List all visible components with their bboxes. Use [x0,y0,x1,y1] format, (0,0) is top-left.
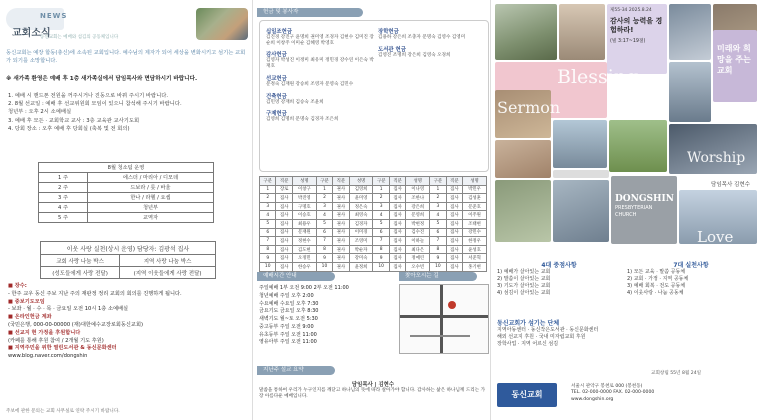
verse-card [607,4,667,74]
roster-cell: 4 [373,211,389,220]
table-row [260,228,487,237]
roster-cell: 4 [316,211,332,220]
sermon-head: 담임목사 | 김현수 [351,382,395,388]
roster-cell: 김성훈 [463,194,487,203]
middle-panel [252,0,491,420]
blessing-word: Blessing [557,66,639,88]
roster-cell: 집사 [446,228,462,237]
roster-cell: 박현정 [406,219,430,228]
roster-cell: 7 [430,237,446,246]
serve-item: 해외 선교지 후원 · 국내 미자립교회 후원 [497,334,586,340]
roster-cell: 문준호 [463,202,487,211]
roster-cell: 1 [373,185,389,194]
roster-cell: 7 [316,237,332,246]
church-name-card [611,176,677,244]
slogan-card [713,30,757,102]
kids-photo [559,4,605,60]
roster-cell: 집사 [276,194,292,203]
roster-cell: 3 [430,202,446,211]
roster-cell: 5 [373,219,389,228]
roster-cell: 조태현 [463,219,487,228]
roster-cell: 이나영 [406,185,430,194]
roster-cell: 집사 [276,254,292,263]
notice-list [8,92,248,133]
notice-item: 1. 예배 시 핸드폰 전원을 꺼주시거나 진동으로 바꿔 주시기 바랍니다. [8,93,169,99]
roster-cell: 8 [373,245,389,254]
roster-cell: 5 [260,219,276,228]
plan-item: 3) 예배 회복 · 전도 공동체 [627,283,686,289]
table-row: 2 주 드보라 / 룻 / 바울 [39,183,214,193]
plan-head: 7대 실천사항 [673,262,709,269]
roster-cell: 집사 [446,245,462,254]
church-photo [553,120,607,168]
offering-right-col [378,27,488,58]
table-row: 4 주 청년부 [39,203,214,213]
roster-cell: 김영희 [349,185,373,194]
roster-cell: 2 [260,194,276,203]
roster-cell: 8 [260,245,276,254]
roster-header: 직분 [446,177,462,186]
roster-header: 직분 [333,177,349,186]
location-pin-icon [448,301,456,309]
staff-bar: 헌금 및 봉사자 [257,8,363,17]
congregation-photo [495,4,557,60]
table-row [260,219,487,228]
roster-cell: 권사 [333,254,349,263]
roster-cell: 김수진 [406,228,430,237]
roster-cell: 장로 [276,185,292,194]
roster-cell: 박순자 [349,245,373,254]
note-item: ■ 선교지 현 가정을 후원합니다 (카페를 통해 후원 참여 / 2개월 기도 후원) [8,329,104,344]
local-share-box: 지역 사랑 나눔 박스 [120,255,216,267]
roster-cell: 1 [316,185,332,194]
roster-cell: 2 [373,194,389,203]
roster-cell: 집사 [446,194,462,203]
offering-box [259,20,489,172]
address-text: 서울시 관악구 봉천로 000 (봉천동) [571,384,643,389]
notice-item: 4. 당회 장소 : 오후 예배 후 당회실 (축복 및 전 회의) [8,125,130,132]
verse-reference: (빌 3:17~19절) [610,39,646,45]
roster-cell: 집사 [446,262,462,271]
serve-block [497,318,755,348]
note-item: ■ 장수: - 한주 교우 동신 주보 지난 주의 재판정 정리 교회의 회의를 진행하게 됩니다. [8,283,182,297]
slogan-text: 미래와 희망을 주는 교회 [717,44,751,75]
roster-cell: 집사 [276,219,292,228]
roster-cell: 집사 [389,185,405,194]
roster-cell: 6 [260,228,276,237]
vision-block [497,260,621,297]
roster-cell: 집사 [276,202,292,211]
roster-cell: 1 [430,185,446,194]
roster-cell: 집사 [389,202,405,211]
roster-cell: 권사 [333,245,349,254]
roster-cell: 9 [316,254,332,263]
roster-cell: 이주원 [463,211,487,220]
roster-cell: 집사 [389,254,405,263]
serve-item: 지역아동센터 · 동신작은도서관 · 동신문화센터 [497,327,599,333]
vision-head: 4대 중점사항 [541,262,577,269]
offering-group: 도서관 헌금 김영진 조명희 강은희 김영숙 오경희 [378,46,451,58]
roster-cell: 문영희 [406,211,430,220]
church-logo: 동신교회 [497,383,557,407]
roster-cell: 박민우 [463,185,487,194]
worship-word: Worship [687,150,746,166]
notice-item: 3. 예배 후 모든 · 교회학교 교사 : 3층 교육관 교사기도회 [8,117,140,124]
roster-cell: 3 [373,202,389,211]
roster-cell: 9 [260,254,276,263]
roster-cell: 최용우 [292,219,316,228]
roster-cell: 6 [430,228,446,237]
roster-table [259,176,487,272]
roster-cell: 2 [430,194,446,203]
roster-cell: 10 [430,262,446,271]
sermon-text: 말씀을 통하여 우리가 누구인지를 깨닫고 하나님의 뜻에 따라 살아가야 합니다. 감사하는 삶은 하나님께 드리는 가장 아름다운 예배입니다. [259,388,486,400]
table-row [260,211,487,220]
roster-cell: 집사 [446,219,462,228]
roster-cell: 10 [260,262,276,271]
verse-title: 감사의 능력을 경험하라! [610,17,663,35]
church-name-en-2: PRESBYTERIAN [615,205,653,211]
concert-photo [495,140,551,178]
phone-text: TEL. 02-000-0000 FAX. 02-000-0000 [571,390,655,396]
roster-cell: 9 [373,254,389,263]
roster-cell: 6 [373,228,389,237]
roster-cell: 최영숙 [349,211,373,220]
offering-group: 장학헌금 김용하 강은희 조충자 문명숙 김영수 김영미 [378,29,466,40]
vision-item: 1) 예배가 살아있는 교회 [497,269,551,275]
roster-cell: 집사 [389,219,405,228]
roster-header: 성명 [292,177,316,186]
roster-cell: 집사 [446,185,462,194]
offering-group: 십일조헌금 김진경 강진구 윤명희 권미영 조경자 김현수 김미진 장순희 이창주 이미순 김혜영 박영호 [266,29,374,46]
service-line: 유초등부 주일 오전 11:00 [259,331,317,338]
roster-cell: 권사 [333,262,349,271]
roster-cell: 6 [316,228,332,237]
roster-cell: 오정민 [292,254,316,263]
roster-cell: 2 [316,194,332,203]
roster-cell: 오수빈 [406,262,430,271]
service-line: 청년예배 주일 오후 2:00 [259,292,314,299]
roster-cell: 강은희 [406,202,430,211]
church-share-box: 교회 사랑 나눔 박스 [41,255,120,267]
roster-cell: 권사 [333,185,349,194]
roster-cell: 박진영 [292,194,316,203]
service-line: 중고등부 주일 오전 9:00 [259,323,314,330]
strip-photo [553,170,609,178]
plan-block [627,260,755,297]
roster-cell: 3 [316,202,332,211]
roster-cell: 집사 [276,237,292,246]
service-line: 주일예배 1부 오전 9:00 2부 오전 11:00 [259,285,349,291]
roster-cell: 10 [316,262,332,271]
cleanup-table [38,162,214,223]
pastor-photo [669,124,757,174]
page-subtitle: 동신교회는 예배와 섬김의 공동체입니다 [40,35,119,40]
roster-cell: 강민수 [463,228,487,237]
service-line: 새벽기도 월~토 오전 5:30 [259,316,318,322]
table-row [260,237,487,246]
gathering-photo [553,180,609,242]
roster-cell: 조영미 [349,237,373,246]
roster-cell: 김경자 [349,219,373,228]
pastor-name: 담임목사 김현수 [711,182,750,188]
left-footer: 주보에 관한 문의는 교회 사무실로 연락 주시기 바랍니다. [6,409,120,414]
roster-header: 구분 [430,177,446,186]
table-row [260,194,487,203]
location-map [399,284,489,354]
page-title: 교회소식 [12,28,51,39]
sermon-summary [259,380,487,400]
offering-group: 건축헌금 김민영 강재희 김승숙 조윤희 [266,93,324,105]
roster-header: 성명 [463,177,487,186]
roster-cell: 최다은 [406,245,430,254]
roster-header: 구분 [260,177,276,186]
outdoor-photo [669,62,711,122]
offering-group: 선교헌금 문정숙 김재원 강승희 조영자 문영숙 김민수 [266,75,354,87]
roster-cell: 5 [430,219,446,228]
sports-photo [609,120,667,172]
notice-item: 청년부 : 오후 2시 소예배실 [8,109,72,116]
roster-cell: 집사 [276,228,292,237]
roster-cell: 홍기현 [463,262,487,271]
roster-cell: 집사 [446,254,462,263]
news-photo [196,8,248,40]
share-box-table: 이웃 사랑 실천(상시 운영) 담당자: 김광석 집사 교회 사랑 나눔 박스 지역 사랑 나눔 박스 (성도들에게 사랑 전달) (지역 이웃들에게 사랑 전달) [40,241,216,279]
serve-head: 동신교회가 섬기는 단체 [497,320,560,327]
roster-cell: 서준혁 [463,254,487,263]
cleanup-title: 8월 청소팀 운영 [39,163,214,173]
roster-cell: 4 [260,211,276,220]
roster-cell: 집사 [389,262,405,271]
roster-cell: 집사 [446,202,462,211]
newcomer-notice: ※ 새가족 환영은 예배 후 1층 새가족실에서 담임목사와 면담하시기 바랍니다. [6,76,198,82]
roster-cell: 집사 [389,228,405,237]
roster-header: 직분 [389,177,405,186]
table-row: 5 주 교역자 [39,213,214,223]
offering-left-col [266,27,376,123]
bulletin-number: 교회창립 55년 8월 24일 [651,371,702,376]
sermon-word: Sermon [497,98,561,117]
roster-header: 구분 [316,177,332,186]
roster-cell: 이승호 [292,211,316,220]
roster-cell: 권사 [333,228,349,237]
roster-cell: 강미숙 [349,254,373,263]
roster-cell: 1 [260,185,276,194]
roster-cell: 집사 [446,211,462,220]
roster-cell: 집사 [389,245,405,254]
roster-cell: 집사 [446,237,462,246]
offering-group: 감사헌금 김영자 박성진 이정미 최유미 정민경 강수연 이은숙 박재호 [266,52,374,70]
roster-cell: 문재원 [292,228,316,237]
roster-cell: 구명호 [292,202,316,211]
plan-item: 2) 교회 · 가정 · 지역 공동체 [627,276,689,282]
plan-item: 1) 모든 교육 · 말씀 공동체 [627,269,686,275]
roster-cell: 9 [430,254,446,263]
roster-cell: 권사 [333,211,349,220]
roster-cell: 10 [373,262,389,271]
church-name-en: DONGSHIN [615,194,674,204]
roster-header: 성명 [349,177,373,186]
roster-cell: 집사 [276,245,292,254]
table-row: 1 주 에스더 / 마리아 / 디모데 [39,173,214,183]
table-row [260,202,487,211]
left-panel [0,0,252,420]
roster-cell: 5 [316,219,332,228]
bottom-notes [8,283,248,361]
church-name-en-3: CHURCH [615,212,637,218]
roster-header: 직분 [276,177,292,186]
issue-number: 제55-34 2025.8.24 [610,8,652,13]
map-bar: 찾아오시는 길 [399,272,477,281]
roster-cell: 김도현 [292,245,316,254]
roster-cell: 조한나 [406,194,430,203]
website-link[interactable]: www.dongshin.org [571,396,614,402]
roster-cell: 4 [430,211,446,220]
roster-cell: 집사 [389,194,405,203]
event-photo [495,180,551,242]
table-row: 3 주 한나 / 라헬 / 요셉 [39,193,214,203]
roster-cell: 권사 [333,202,349,211]
table-row [260,185,487,194]
note-item: ■ 온라인헌금 계좌 (국민은행, 000-00-00000 (재)대한예수교장로회동신교회) [8,314,143,328]
news-label: NEWS [40,12,68,20]
vision-item: 3) 기도가 살아있는 교회 [497,283,551,289]
share-title: 이웃 사랑 실천(상시 운영) 담당자: 김광석 집사 [41,242,216,255]
plan-item: 4) 이웃사랑 · 나눔 공동체 [627,290,684,296]
roster-cell: 이미경 [349,228,373,237]
vision-item: 2) 말씀이 살아있는 교회 [497,276,551,282]
table-row [260,254,487,263]
roster-cell: 8 [430,245,446,254]
lead-text: 동신교회는 예장 합동(총신)에 소속된 교회입니다. 예수님의 제자가 되어 세상을 변화시키고 섬기는 교회가 되기를 소망합니다. [6,50,246,64]
roster-cell: 7 [373,237,389,246]
table-row [260,245,487,254]
roster-cell: 정예린 [406,254,430,263]
roster-cell: 권사 [333,219,349,228]
roster-cell: 3 [260,202,276,211]
roster-cell: 정현수 [292,237,316,246]
service-bar: 예배시간 안내 [257,272,335,281]
roster-cell: 한승우 [292,262,316,271]
roster-cell: 권사 [333,237,349,246]
roster-header: 성명 [406,177,430,186]
offering-group: 구제헌금 김영희 김명희 문명숙 김경자 조은희 [266,111,339,123]
roster-cell: 집사 [389,237,405,246]
contact-info [571,384,654,403]
serve-item: 장학사업 · 지역 어르신 섬김 [497,341,559,347]
vision-item: 4) 섬김이 살아있는 교회 [497,290,551,296]
right-panel [490,0,760,420]
roster-cell: 한정우 [463,237,487,246]
note-item: ■ 중보기도모임 - 보좌 · 월 · 수 · 목 · 금요일 오전 10시 1층 소예배실 [8,298,128,313]
roster-cell: 이하늘 [406,237,430,246]
roster-cell: 집사 [276,211,292,220]
note-item: ■ 지역주민을 위한 열린도서관 & 동신문화센터 www.blog.naver.com/dongshin [8,345,117,360]
roster-cell: 집사 [389,211,405,220]
roster-header: 구분 [373,177,389,186]
roster-cell: 윤미영 [349,194,373,203]
sermon-bar: 지난주 설교 요약 [257,366,335,375]
notice-item: 2. 8월 선교일 : 예배 후 선교위원회 모임이 있으니 참석해 주시기 바랍니다. [8,101,182,108]
table-row [260,262,487,271]
group-photo [669,4,711,60]
roster-cell: 집사 [276,262,292,271]
love-word: Love [697,228,734,246]
roster-cell: 7 [260,237,276,246]
service-line: 수요예배 수요일 오후 7:30 [259,300,319,307]
roster-cell: 윤정희 [349,262,373,271]
service-line: 영유아부 주일 오전 11:00 [259,339,317,346]
roster-cell: 8 [316,245,332,254]
roster-cell: 정은숙 [349,202,373,211]
roster-cell: 권사 [333,194,349,203]
roster-cell: 이창구 [292,185,316,194]
roster-cell: 윤성호 [463,245,487,254]
service-line: 금요기도 금요일 오후 8:30 [259,308,319,315]
